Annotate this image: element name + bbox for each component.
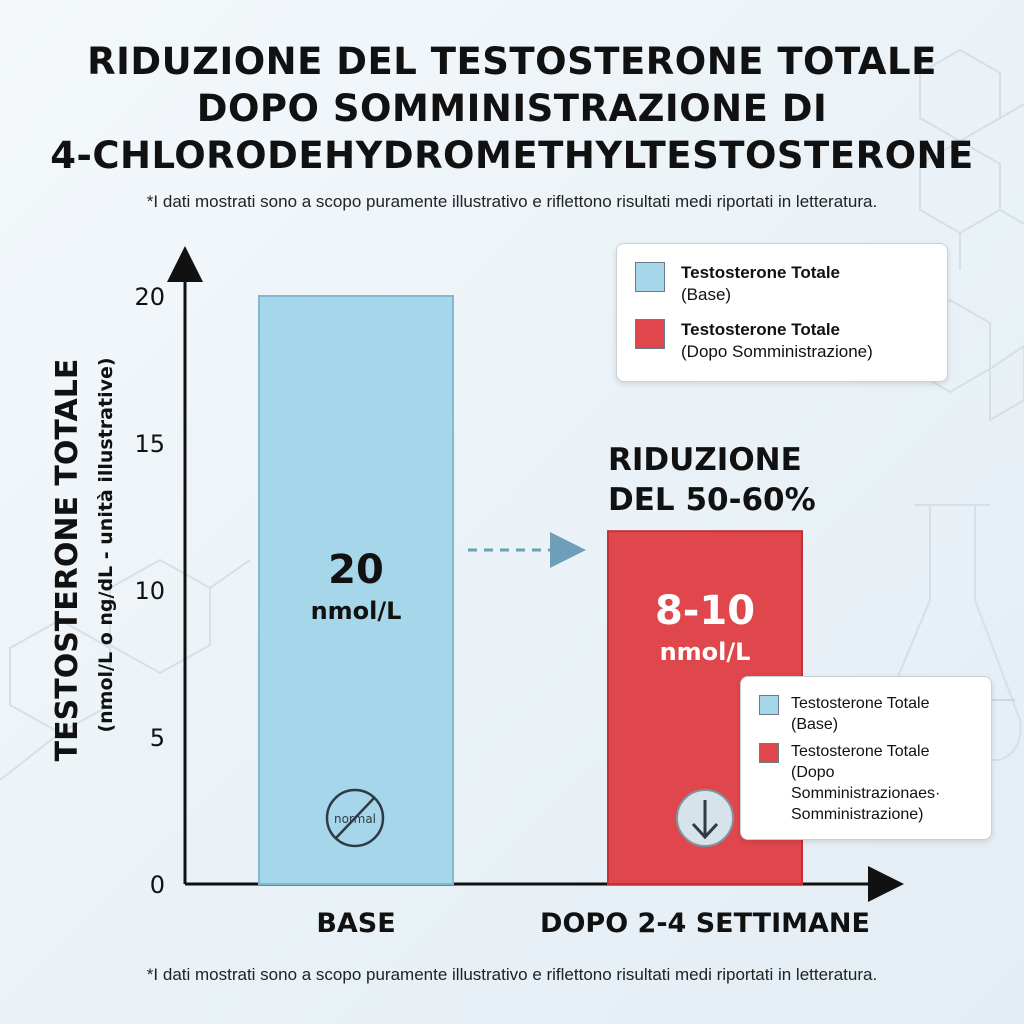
legend-item-base <box>635 262 840 306</box>
disclaimer-note-top: *I dati mostrati sono a scopo puramente illustrativo e riflettono risultati medi riportati in letteratura. <box>146 192 878 211</box>
y-tick-label: 5 <box>149 724 165 752</box>
down-arrow-icon <box>677 790 733 846</box>
disclaimer-note-bottom: *I dati mostrati sono a scopo puramente illustrativo e riflettono risultati medi riportati in letteratura. <box>146 965 878 984</box>
annotation-line-2: DEL 50-60% <box>608 482 816 518</box>
title-line-1: RIDUZIONE DEL TESTOSTERONE TOTALE <box>87 40 937 83</box>
y-axis-subtitle: (nmol/L o ng/dL - unità illustrative) <box>95 357 117 733</box>
legend-main <box>616 243 948 382</box>
legend-secondary-after-line-2: (Dopo <box>791 764 835 781</box>
y-tick-label: 15 <box>134 430 165 458</box>
title-line-2: DOPO SOMMINISTRAZIONE DI <box>196 87 828 130</box>
legend-sub-after: (Dopo Somministrazione) <box>681 342 873 361</box>
legend-secondary-item-base <box>759 693 929 735</box>
legend-swatch-after <box>635 319 665 349</box>
bar-unit-label: nmol/L <box>310 597 402 625</box>
normal-badge-label: normal <box>333 812 377 826</box>
legend-sub-base: (Base) <box>681 285 732 304</box>
x-category-label: BASE <box>316 908 396 939</box>
legend-item-after <box>635 319 873 363</box>
x-category-label: DOPO 2-4 SETTIMANE <box>540 908 870 939</box>
legend-secondary-swatch-after <box>759 743 779 763</box>
y-tick-label: 10 <box>134 577 165 605</box>
y-tick-label: 20 <box>134 283 165 311</box>
legend-label-base: Testosterone Totale <box>681 263 841 282</box>
annotation-line-1: RIDUZIONE <box>608 442 802 478</box>
y-axis-title: TESTOSTERONE TOTALE <box>50 358 85 762</box>
legend-secondary-after-line-1: Testosterone Totale <box>791 743 930 760</box>
title-line-3: 4-CHLORODEHYDROMETHYLTESTOSTERONE <box>50 134 974 177</box>
legend-secondary-base-line-1: Testosterone Totale <box>791 695 930 712</box>
legend-secondary-after-line-3: Somministrazionaes· <box>791 785 941 802</box>
legend-secondary-base-line-2: (Base) <box>791 716 839 733</box>
legend-secondary-item-after <box>759 741 940 825</box>
bar-unit-label: nmol/L <box>659 638 751 666</box>
y-tick-label: 0 <box>149 871 165 899</box>
legend-secondary <box>740 676 992 840</box>
legend-secondary-swatch-base <box>759 695 779 715</box>
bar-value-label: 20 <box>328 547 384 593</box>
legend-label-after: Testosterone Totale <box>681 320 841 339</box>
legend-secondary-after-line-4: Somministrazione) <box>791 806 924 823</box>
reduction-annotation <box>608 440 816 520</box>
bar-value-label: 8-10 <box>654 588 756 634</box>
legend-swatch-base <box>635 262 665 292</box>
